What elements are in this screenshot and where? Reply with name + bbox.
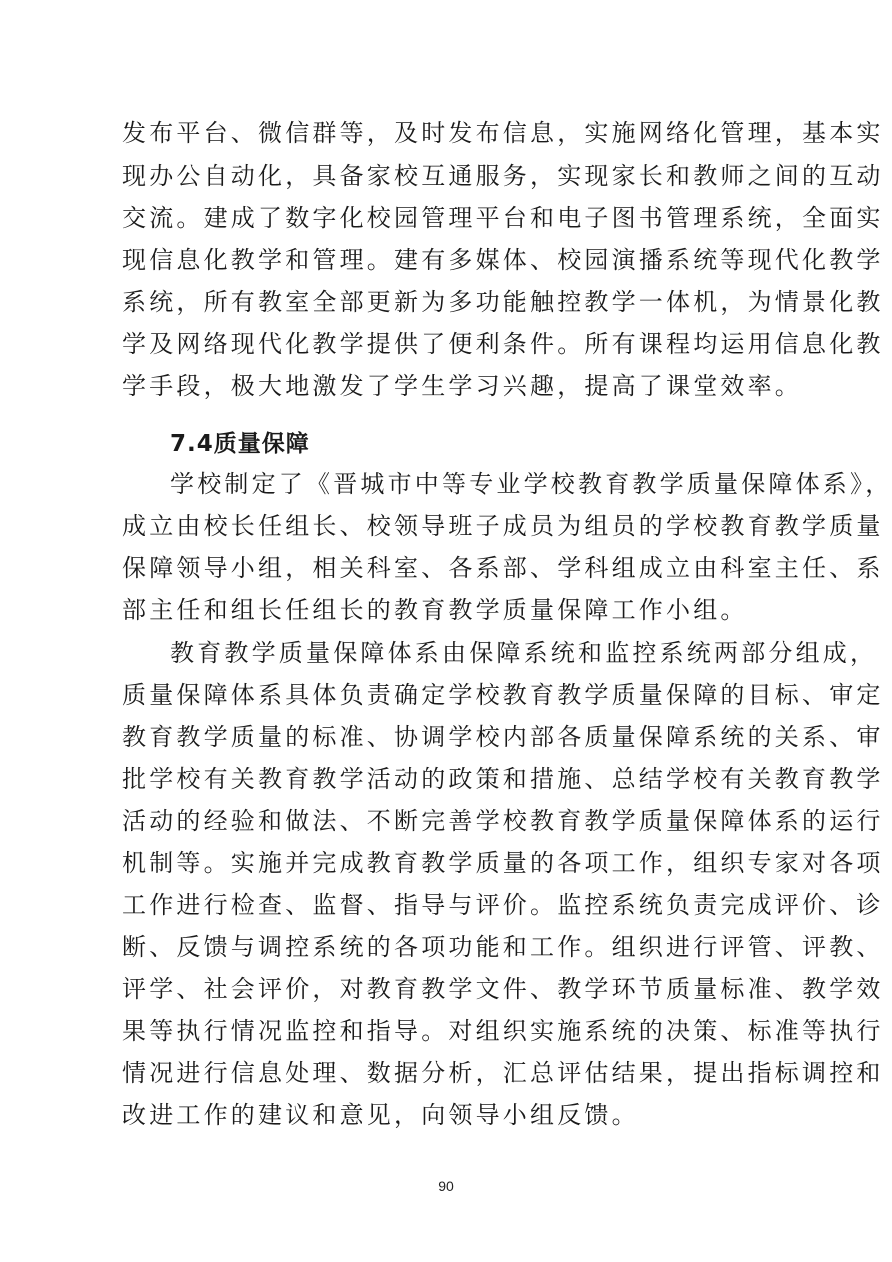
paragraph-3-line: 质量保障体系具体负责确定学校教育教学质量保障的目标、审定 bbox=[122, 681, 884, 709]
paragraph-3-line: 改进工作的建议和意见，向领导小组反馈。 bbox=[122, 1101, 639, 1129]
paragraph-2-line: 成立由校长任组长、校领导班子成员为组员的学校教育教学质量 bbox=[122, 512, 884, 540]
paragraph-3-line: 评学、社会评价，对教育教学文件、教学环节质量标准、教学效 bbox=[122, 975, 884, 1003]
paragraph-3-line: 机制等。实施并完成教育教学质量的各项工作，组织专家对各项 bbox=[122, 849, 884, 877]
paragraph-3-line: 教育教学质量的标准、协调学校内部各质量保障系统的关系、审 bbox=[122, 723, 884, 751]
paragraph-1-line: 学及网络现代化教学提供了便利条件。所有课程均运用信息化教 bbox=[122, 330, 884, 358]
paragraph-2-line: 保障领导小组，相关科室、各系部、学科组成立由科室主任、系 bbox=[122, 554, 884, 582]
paragraph-1-line: 学手段，极大地激发了学生学习兴趣，提高了课堂效率。 bbox=[122, 372, 802, 400]
paragraph-3-line: 教育教学质量保障体系由保障系统和监控系统两部分组成， bbox=[170, 639, 878, 667]
paragraph-3-line: 活动的经验和做法、不断完善学校教育教学质量保障体系的运行 bbox=[122, 807, 884, 835]
page-number: 90 bbox=[438, 1178, 454, 1194]
paragraph-2-line: 部主任和组长任组长的教育教学质量保障工作小组。 bbox=[122, 596, 748, 624]
paragraph-3-line: 果等执行情况监控和指导。对组织实施系统的决策、标准等执行 bbox=[122, 1017, 884, 1045]
paragraph-1-line: 发布平台、微信群等，及时发布信息，实施网络化管理，基本实 bbox=[122, 119, 884, 147]
paragraph-3-line: 工作进行检查、监督、指导与评价。监控系统负责完成评价、诊 bbox=[122, 891, 884, 919]
paragraph-3-line: 情况进行信息处理、数据分析，汇总评估结果，提出指标调控和 bbox=[122, 1059, 884, 1087]
paragraph-1-line: 现办公自动化，具备家校互通服务，实现家长和教师之间的互动 bbox=[122, 162, 884, 190]
paragraph-3-line: 断、反馈与调控系统的各项功能和工作。组织进行评管、评教、 bbox=[122, 933, 884, 961]
paragraph-1-line: 系统，所有教室全部更新为多功能触控教学一体机，为情景化教 bbox=[122, 288, 884, 316]
paragraph-1-line: 交流。建成了数字化校园管理平台和电子图书管理系统，全面实 bbox=[122, 204, 884, 232]
section-heading: 7.4质量保障 bbox=[170, 431, 310, 457]
paragraph-1-line: 现信息化教学和管理。建有多媒体、校园演播系统等现代化教学 bbox=[122, 246, 884, 274]
paragraph-3-line: 批学校有关教育教学活动的政策和措施、总结学校有关教育教学 bbox=[122, 765, 884, 793]
paragraph-2-line: 学校制定了《晋城市中等专业学校教育教学质量保障体系》， bbox=[170, 470, 892, 498]
